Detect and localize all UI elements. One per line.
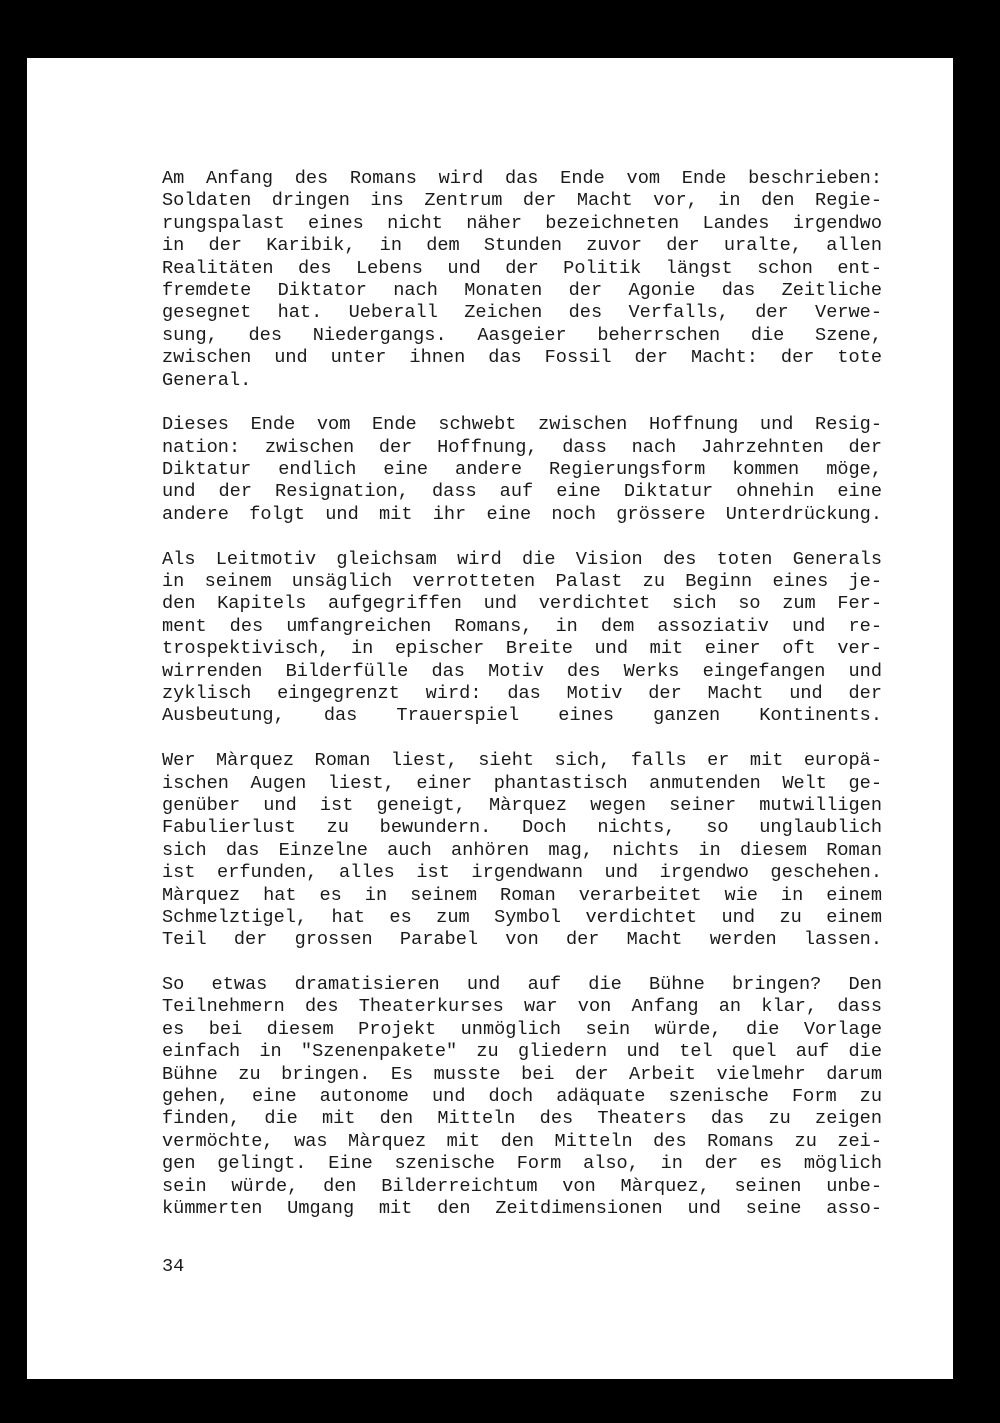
text-line: einfach in "Szenenpakete" zu gliedern und tel quel auf die xyxy=(162,1041,882,1063)
text-line: vermöchte, was Màrquez mit den Mitteln des Romans zu zei- xyxy=(162,1130,882,1152)
text-line: finden, die mit den Mitteln des Theaters das zu zeigen xyxy=(162,1108,882,1130)
text-line: Diktatur endlich eine andere Regierungsform kommen möge, xyxy=(162,459,882,481)
text-line: Màrquez hat es in seinem Roman verarbeitet wie in einem xyxy=(162,884,882,906)
text-line: Bühne zu bringen. Es musste bei der Arbeit vielmehr darum xyxy=(162,1063,882,1085)
text-line: und der Resignation, dass auf eine Diktatur ohnehin eine xyxy=(162,481,882,503)
text-line: Teil der grossen Parabel von der Macht werden lassen. xyxy=(162,929,882,951)
text-line: Fabulierlust zu bewundern. Doch nichts, so unglaublich xyxy=(162,817,882,839)
text-line: zwischen und unter ihnen das Fossil der Macht: der tote xyxy=(162,347,882,369)
text-line: gehen, eine autonome und doch adäquate szenische Form zu xyxy=(162,1086,882,1108)
text-line: General. xyxy=(162,369,252,391)
text-line: wirrenden Bilderfülle das Motiv des Werks eingefangen und xyxy=(162,660,882,682)
text-line: nation: zwischen der Hoffnung, dass nach Jahrzehnten der xyxy=(162,436,882,458)
text-line: ischen Augen liest, einer phantastisch anmutenden Welt ge- xyxy=(162,772,882,794)
text-line: So etwas dramatisieren und auf die Bühne bringen? Den xyxy=(162,974,882,996)
text-line: ist erfunden, alles ist irgendwann und irgendwo geschehen. xyxy=(162,862,882,884)
text-line: Dieses Ende vom Ende schwebt zwischen Hoffnung und Resig- xyxy=(162,414,882,436)
text-line: Als Leitmotiv gleichsam wird die Vision des toten Generals xyxy=(162,548,882,570)
text-line: gesegnet hat. Ueberall Zeichen des Verfalls, der Verwe- xyxy=(162,302,882,324)
text-line: Wer Màrquez Roman liest, sieht sich, falls er mit europä- xyxy=(162,750,882,772)
text-line: es bei diesem Projekt unmöglich sein würde, die Vorlage xyxy=(162,1018,882,1040)
paragraph-3 xyxy=(162,549,882,728)
text-line: Am Anfang des Romans wird das Ende vom Ende beschrieben: xyxy=(162,168,882,189)
text-line: in der Karibik, in dem Stunden zuvor der uralte, allen xyxy=(162,235,882,257)
text-line: Teilnehmern des Theaterkurses war von Anfang an klar, dass xyxy=(162,996,882,1018)
paragraph-4 xyxy=(162,750,882,952)
text-line: in seinem unsäglich verrotteten Palast zu Beginn eines je- xyxy=(162,571,882,593)
text-line: Soldaten dringen ins Zentrum der Macht vor, in den Regie- xyxy=(162,190,882,212)
paragraph-2 xyxy=(162,414,882,526)
text-line: sich das Einzelne auch anhören mag, nichts in diesem Roman xyxy=(162,839,882,861)
document-page xyxy=(27,58,953,1379)
text-line: rungspalast eines nicht näher bezeichneten Landes irgendwo xyxy=(162,212,882,234)
text-line: gen gelingt. Eine szenische Form also, in der es möglich xyxy=(162,1153,882,1175)
body-text xyxy=(162,168,882,1243)
text-line: sein würde, den Bilderreichtum von Màrquez, seinen unbe- xyxy=(162,1175,882,1197)
text-line: Ausbeutung, das Trauerspiel eines ganzen Kontinents. xyxy=(162,705,882,727)
text-line: genüber und ist geneigt, Màrquez wegen seiner mutwilligen xyxy=(162,794,882,816)
text-line: Realitäten des Lebens und der Politik längst schon ent- xyxy=(162,257,882,279)
paragraph-5 xyxy=(162,974,882,1220)
text-line: andere folgt und mit ihr eine noch grössere Unterdrückung. xyxy=(162,503,882,525)
paragraph-1 xyxy=(162,168,882,392)
text-line: zyklisch eingegrenzt wird: das Motiv der Macht und der xyxy=(162,682,882,704)
page-number: 34 xyxy=(162,1256,185,1277)
text-line: Schmelztigel, hat es zum Symbol verdichtet und zu einem xyxy=(162,906,882,928)
text-line: trospektivisch, in epischer Breite und mit einer oft ver- xyxy=(162,638,882,660)
text-line: sung, des Niedergangs. Aasgeier beherrschen die Szene, xyxy=(162,324,882,346)
text-line: fremdete Diktator nach Monaten der Agonie das Zeitliche xyxy=(162,279,882,301)
text-line: den Kapitels aufgegriffen und verdichtet sich so zum Fer- xyxy=(162,593,882,615)
text-line: kümmerten Umgang mit den Zeitdimensionen und seine asso- xyxy=(162,1197,882,1219)
text-line: ment des umfangreichen Romans, in dem assoziativ und re- xyxy=(162,615,882,637)
